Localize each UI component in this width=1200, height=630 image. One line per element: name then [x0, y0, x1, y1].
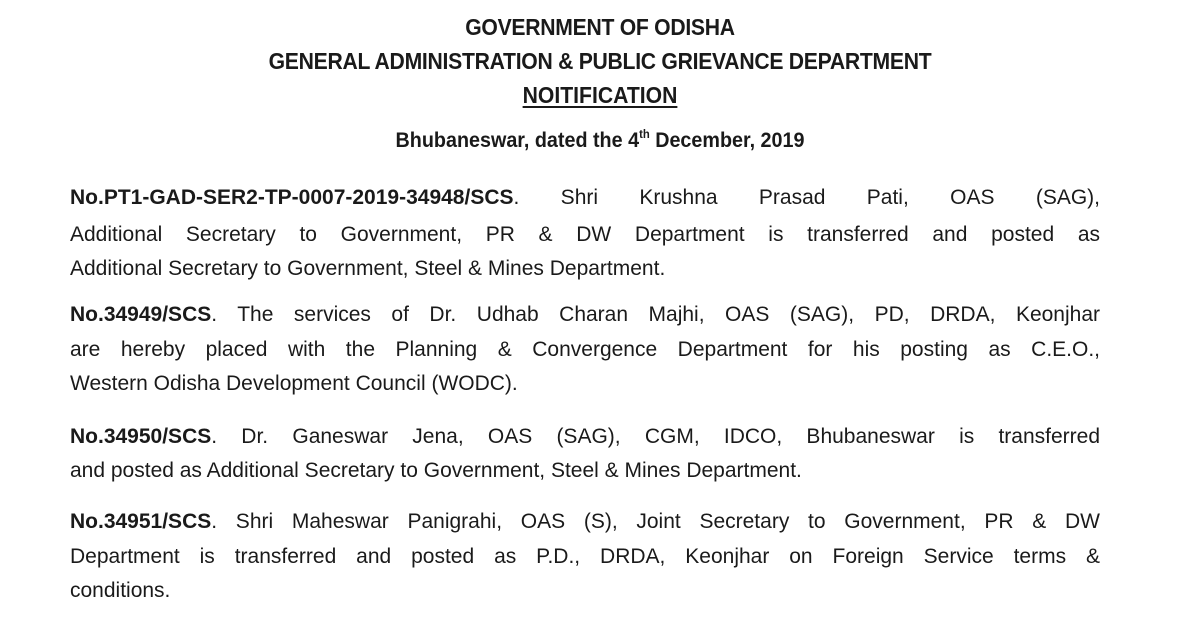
government-heading: GOVERNMENT OF ODISHA	[465, 14, 735, 40]
notification-number: No.34950/SCS	[70, 425, 212, 448]
notification-line: Western Odisha Development Council (WODC).	[70, 372, 518, 395]
notification-line: are hereby placed with the Planning & Convergence Department for his posting as C.E.O.,	[70, 338, 1100, 361]
notification-number: No.34951/SCS	[70, 510, 212, 533]
notification-line: No.PT1-GAD-SER2-TP-0007-2019-34948/SCS. Shri Krushna Prasad Pati, OAS (SAG),	[70, 186, 1100, 209]
notification-line: No.34951/SCS. Shri Maheswar Panigrahi, OAS (S), Joint Secretary to Government, PR & DW	[70, 510, 1100, 533]
notification-line: No.34949/SCS. The services of Dr. Udhab Charan Majhi, OAS (SAG), PD, DRDA, Keonjhar	[70, 303, 1100, 326]
notification-number: No.34949/SCS	[70, 303, 212, 326]
notification-line: No.34950/SCS. Dr. Ganeswar Jena, OAS (SAG), CGM, IDCO, Bhubaneswar is transferred	[70, 425, 1100, 448]
notification-line: and posted as Additional Secretary to Government, Steel & Mines Department.	[70, 459, 802, 482]
notification-line: conditions.	[70, 579, 171, 602]
notification-line: Department is transferred and posted as P.D., DRDA, Keonjhar on Foreign Service terms &	[70, 545, 1100, 568]
notification-line: Additional Secretary to Government, PR & DW Department is transferred and posted as	[70, 223, 1100, 246]
place-date: Bhubaneswar, dated the 4th December, 2019	[395, 127, 805, 152]
notification-title: NOITIFICATION	[522, 82, 678, 108]
notification-line: Additional Secretary to Government, Steel & Mines Department.	[70, 257, 666, 280]
notification-number: No.PT1-GAD-SER2-TP-0007-2019-34948/SCS	[70, 186, 514, 209]
department-heading: GENERAL ADMINISTRATION & PUBLIC GRIEVANCE DEPARTMENT	[268, 48, 932, 74]
